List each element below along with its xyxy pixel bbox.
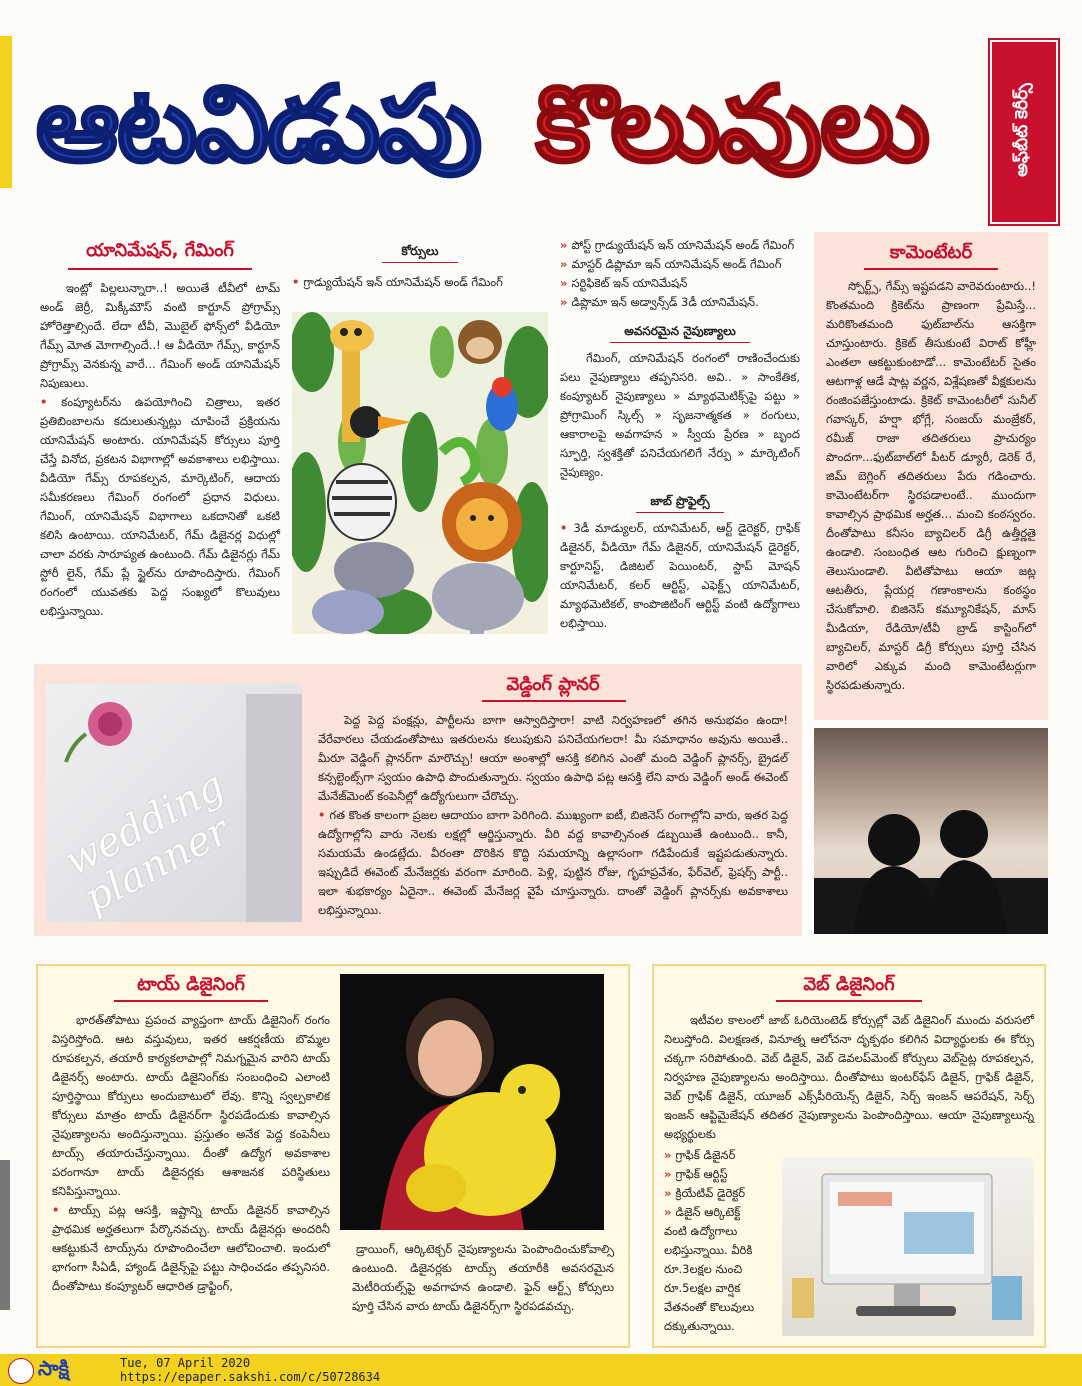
job-profiles-body: 3డీ మాడ్యులర్, యానిమేటర్, ఆర్ట్ డైరెక్టర్, గ్రాఫిక్ డిజైనర్, వీడియో గేమ్ డిజైనర్, యానిమేషన్ డైరెక్టర్, కార్టూనిస్ట్, డిజిటల్ పెయింటర్, స్టాప్ మోషన్ యానిమేటర్, కలర్ ఆర్టిస్ట్, ఎఫెక్ట్స్ యానిమేటర్, మ్యాథమెటికల్, కాంపొజిటింగ్ ఆర్టిస్ట్ వంటి ఉద్యోగాలు లభిస్తాయి. <box>560 521 800 630</box>
wedding-planner-photo <box>46 684 302 922</box>
title-part-2: కొలువులు <box>536 63 928 185</box>
web-closing: వంటి ఉద్యోగాలు లభిస్తున్నాయి. వీరికి రూ.3లక్షల నుంచి రూ.5లక్షల వార్షిక వేతనంతో కొలువులు దక్కుతున్నాయి. <box>664 1224 755 1333</box>
web-text-block <box>664 974 1034 1144</box>
offbeat-career-badge <box>990 40 1058 224</box>
animation-heading: యానిమేషన్, గేమింగ్ <box>86 240 234 261</box>
left-edge-strip <box>0 36 12 188</box>
wedding-heading: వెడ్డింగ్ ప్లానర్ <box>506 674 600 695</box>
courses-heading: కోర్సులు <box>401 244 439 258</box>
heading-underline <box>114 1000 268 1002</box>
toy-closing: డ్రాయింగ్, ఆర్కిటెక్చర్ నైపుణ్యాలను పెంపొందించుకోవాల్సి ఉంటుంది. డిజైనర్లకు టాయ్స్ తయారీకి అవసరమైన మెటీరియల్స్‌పై అవగాహన ఉండాలి. ఫైన్ ఆర్ట్స్ కోర్సులు పూర్తి చేసిన వారు టాయ్ డిజైనర్స్‌గా స్థిరపడవచ్చు. <box>352 1242 614 1313</box>
commentator-text: స్పోర్ట్స్, గేమ్స్ ఇష్టపడని వారెవరుంటారు..! కొంతమంది క్రికెట్‌ను ప్రాణంగా ప్రేమిస్తే... మరికొంతమంది ఫుట్‌బాల్‌ను ఆసక్తిగా చూస్తుంటారు. క్రికెట్ తీసుకుంటే విరాట్ కోహ్లీ ఎంతలా ఆకట్టుకుంటాడో... కామెంటేటర్ సైతం ఆటగాళ్ల ఆడే షాట్ల వర్ణన, విశ్లేషణతో వీక్షకులను రంజింపజేస్తుంటాడు. క్రికెట్ కామెంటరీలో సునీల్ గవాస్కర్, హర్షా భోగ్లే, సంజయ్ మంజ్రేకర్, రమీజ్ రాజా తదితరులు ప్రాచుర్యం పొందగా...ఫుట్‌బాల్‌లో పీటర్ డ్యూరీ, డెరెక్ రే, జిమ్ బెగ్లింగ్ తదితరులు పేరు గడించారు. కామెంటేటర్‌గా స్థిరపడాలంటే.. ముందుగా కావాల్సిన ప్రాథమిక అర్హత... మంచి కంఠస్వరం. దీంతోపాటు కనీసం బ్యాచిలర్ డిగ్రీ ఉత్తీర్ణతై ఉండాలి. సంబంధిత ఆట గురించి క్షుణ్నంగా తెలుసుండాలి. వీటితోపాటు ఆయా జట్ల ఆటతీరు, ప్లేయర్ల గణాంకాలను కంఠస్థం చేసుకోవాలి. బిజినెస్ కమ్యూనికేషన్, మాస్ మీడియా, రేడియో/టీవీ బ్రాడ్ కాస్టింగ్‌లో బ్యాచిలర్, మాస్టర్ డిగ్రీ కోర్సులు పూర్తి చేసిన వారిలో ఎక్కువ మంది కామెంటేటర్లుగా స్థిరపడుతున్నారు. <box>826 279 1036 692</box>
web-intro: ఇటీవల కాలంలో జాబ్ ఓరియెంటెడ్ కోర్సుల్లో వెబ్ డిజైనింగ్ ముందు వరుసలో నిలుస్తోంది. విలక్షణత, వినూత్న ఆలోచనా దృక్పథం కలిగిన విద్యార్థులకు ఈ కోర్సు చక్కగా సరిపోతుంది. వెబ్ డిజైన్, వెబ్ డెవలప్‌మెంట్ కోర్సులు వెబ్‌సైట్ల రూపకల్పన, నిర్వహణ నైపుణ్యాలను అందిస్తాయి. దీంతోపాటు ఇంటర్‌ఫేస్ డిజైన్, గ్రాఫిక్ డిజైన్, వెబ్ గ్రాఫిక్ డిజైన్, యూజర్ ఎక్స్‌పీరియెన్స్ డిజైన్, సెర్చ్ ఇంజన్ ఆపరేషన్, సెర్చ్ ఇంజన్ ఆప్టిమైజేషన్ తదితర నైపుణ్యాలను పెంపొందిస్తాయి. ఆయా నైపుణ్యాలున్న అభ్యర్థులకు <box>664 1013 1034 1141</box>
courses-section <box>292 244 548 292</box>
course-item-1: • గ్రాడ్యుయేషన్ ఇన్ యానిమేషన్ అండ్ గేమింగ్ <box>292 275 503 289</box>
web-jobs-block <box>664 1146 776 1336</box>
toy-text-block <box>52 974 330 1296</box>
skills-section <box>560 324 800 482</box>
job-profiles-section <box>560 494 800 633</box>
monitor-icon <box>782 1158 1034 1336</box>
animation-intro: ఇంట్లో పిల్లలున్నారా..! అయితే టీవీలో టామ్ అండ్ జెర్రీ, మిక్కీమౌస్ వంటి కార్టూన్ ప్రోగ్రామ్స్ హోరెత్తాల్సిందే. లేదా టీవీ, మొబైల్ ఫోన్స్‌లో వీడియో గేమ్స్ మోత మోగాల్సిందే..! ఆ వీడియో గేమ్స్, కార్టూన్ ప్రోగ్రామ్స్ వెనకున్న వారే... గేమింగ్ అండ్ యానిమేషన్ నిపుణులు. <box>40 281 280 390</box>
badge-text: అఫ్‌బీట్ కెరీర్స్ <box>1012 83 1032 177</box>
cartoon-animals-illustration <box>292 312 548 634</box>
web-job-item: » క్రియేటివ్ డైరెక్టర్ <box>664 1184 776 1203</box>
animation-section <box>40 240 280 621</box>
commentator-heading: కామెంటేటర్ <box>889 242 973 263</box>
skills-text: గేమింగ్, యానిమేషన్ రంగంలో రాణించేందుకు పలు నైపుణ్యాలు తప్పనిసరి. అవి.. » సాంకేతిక, కంప్యూటర్ నైపుణ్యాలు » మ్యాథమెటిక్స్‌పై పట్టు » ప్రోగ్రామింగ్ స్కిల్స్ » సృజనాత్మకత » రంగులు, ఆకారాలపై అవగాహన » స్వీయ ప్రేరణ » బృంద స్ఫూర్తి, స్వశక్తితో పనిచేయగలిగే నేర్పు » మార్కెటింగ్ నైపుణ్యం. <box>560 351 800 479</box>
jungle-animals-icon <box>292 312 548 634</box>
toy-body: • టాయ్స్ పట్ల ఆసక్తి, ఇష్టాన్ని టాయ్ డిజైనర్ కావాల్సిన ప్రాథమిక అర్హతలుగా పేర్కొనవచ్చు. టాయ్ డిజైనర్లు అందరినీ ఆకట్టుకునే టాయ్స్‌ను రూపొందించేలా ఆలోచించాలి. ఇందులో భాగంగా సీఏడీ, హ్యాండ్ డిజైన్స్‌పై పట్టు సాధించడం తప్పనిసరి. దీంతోపాటు కంప్యూటర్ ఆధారిత డ్రాఫ్టింగ్, <box>52 1203 330 1293</box>
toy-intro: భారత్‌తోపాటు ప్రపంచ వ్యాప్తంగా టాయ్ డిజైనింగ్ రంగం విస్తరిస్తోంది. ఆట వస్తువులు, ఇతర ఆకర్షణీయ బొమ్మల రూపకల్పన, తయారీ కార్యకలాపాల్లో నిమగ్నమైన వారిని టాయ్ డిజైనర్స్ అంటారు. టాయ్ డిజైనింగ్‌కు సంబంధించి ఎలాంటి పూర్తిస్థాయి కోర్సులు అందుబాటులో లేవు. కొన్ని స్వల్పకాలిక కోర్సులు మాత్రం టాయ్ డిజైనర్‌గా స్థిరపడేందుకు కావాల్సిన నైపుణ్యాలను అందిస్తున్నాయి. ప్రస్తుతం అనేక పెద్ద కంపెనీలు టాయ్స్ తయారుచేస్తున్నాయి. దీంతో ఉద్యోగ అవకాశాల పరంగానూ టాయ్ డిజైనర్లకు ఆశాజనక పరిస్థితులు కనిపిస్తున్నాయి. <box>52 1013 330 1198</box>
course-item: » మాస్టర్ డిప్లొమా ఇన్ యానిమేషన్ అండ్ గేమింగ్ <box>560 255 800 274</box>
toy-body-text: టాయ్స్ పట్ల ఆసక్తి, ఇష్టాన్ని టాయ్ డిజైనర్ కావాల్సిన ప్రాథమిక అర్హతలుగా పేర్కొనవచ్చు. టాయ్ డిజైనర్లు అందరినీ ఆకట్టుకునే టాయ్స్‌ను రూపొందించేలా ఆలోచించాలి. ఇందులో భాగంగా సీఏడీ, హ్యాండ్ డిజైన్స్‌పై పట్టు సాధించడం తప్పనిసరి. దీంతోపాటు కంప్యూటర్ ఆధారిత డ్రాఫ్టింగ్, <box>52 1203 330 1293</box>
web-job-list <box>664 1146 776 1222</box>
heading-underline <box>636 512 724 513</box>
web-heading: వెబ్ డిజైనింగ్ <box>803 974 895 995</box>
wedding-text-block <box>318 674 788 920</box>
web-job-item: » గ్రాఫిక్ ఆర్టిస్ట్ <box>664 1165 776 1184</box>
course-item: » సర్టిఫికెట్ ఇన్ యానిమేషన్ <box>560 274 800 293</box>
heading-underline <box>68 268 252 270</box>
toy-heading: టాయ్ డిజైనింగ్ <box>137 974 245 995</box>
toy-text-continued <box>352 1240 614 1316</box>
course-item: » పోస్ట్ గ్రాడ్యుయేషన్ ఇన్ యానిమేషన్ అండ్ గేమింగ్ <box>560 236 800 255</box>
course-list <box>560 236 800 312</box>
course-item-1-text: గ్రాడ్యుయేషన్ ఇన్ యానిమేషన్ అండ్ గేమింగ్ <box>303 275 503 289</box>
heading-underline <box>776 1000 922 1002</box>
animation-body <box>40 393 280 621</box>
skills-heading: అవసరమైన నైపుణ్యాలు <box>624 324 736 338</box>
web-design-workspace-photo <box>782 1158 1034 1336</box>
girl-with-teddy-photo <box>340 974 604 1230</box>
job-profiles-heading: జాబ్ ప్రొఫైల్స్ <box>650 494 710 508</box>
title-part-1: ఆటవిడుపు <box>36 63 480 185</box>
commentator-section <box>814 232 1048 720</box>
left-edge-strip-lower <box>0 1160 10 1310</box>
wedding-intro: పెద్ద పెద్ద పంక్షన్లు, పార్టీలను బాగా ఆస్వాదిస్తారా! వాటి నిర్వహణలో తగిన అనుభవం ఉందా! వేరేవారలు చేయడంతోపాటు ఇతరులను కలుపుకుని పనిచేయగలరా! మీ సమాధానం అవును అయితే.. మీరూ వెడ్డింగ్ ప్లానర్‌గా మారొచ్చు! ఆయా అంశాల్లో ఆసక్తి కలిగిన ఎంతో మంది వెడ్డింగ్ ప్లానర్స్, బ్రైడల్ కన్సల్టెంట్స్‌గా స్వయం ఉపాధి పొందుతున్నారు. స్వయం ఉపాధి పట్ల ఆసక్తి లేని వారు వెడ్డింగ్ అండ్ ఈవెంట్ మేనేజ్‌మెంట్ కంపెనీల్లో ఉద్యోగులుగా చేరొచ్చు. <box>318 713 788 803</box>
wedding-planner-card-text: wedding planner <box>57 762 237 922</box>
footer-date: Tue, 07 April 2020 <box>120 1356 251 1370</box>
heading-underline <box>610 342 750 343</box>
bullet-icon: • <box>40 395 62 409</box>
heading-underline <box>482 700 626 702</box>
logo-text: సాక్షి <box>38 1356 70 1380</box>
spectator-silhouettes-icon <box>814 728 1048 934</box>
stadium-spectators-photo <box>814 728 1048 934</box>
sakshi-logo <box>8 1356 116 1384</box>
course-item: » డిప్లొమా ఇన్ అడ్వాన్స్‌డ్ 3డీ యానిమేషన్. <box>560 293 800 312</box>
wedding-body-text: గత కొంత కాలంగా ప్రజల ఆదాయం బాగా పెరిగింది. ముఖ్యంగా ఐటీ, బిజినెస్ రంగాల్లోని వారు, ఇతర పెద్ద ఉద్యోగాల్లోని వారు నెలకు లక్షల్లో ఆర్జిస్తున్నారు. వీరి వద్ద కావాల్సినంత డబ్బయితే ఉంటుంది.. కానీ, సమయమే ఉండట్లేదు. వీరంతా దొరికిన కొద్ది సమయాన్ని ఉల్లాసంగా గడిపేందుకే ఇష్టపడుతున్నారు. ఇప్పుడిదే ఈవెంట్ మేనేజర్లకు వరంగా మారింది. పెళ్లి, పుట్టిన రోజు, గృహప్రవేశం, ఫేర్‌వెల్, ఫ్రెషర్స్ పార్టీ.. ఇలా శుభకార్యం ఏదైనా.. ఈవెంట్ మేనేజర్ల వైపే చూస్తున్నారు. దాంతో వెడ్డింగ్ ప్లానర్స్‌కు అవకాశాలు లభిస్తున్నాయి. <box>318 808 788 917</box>
animation-body-text: కంప్యూటర్‌ను ఉపయోగించి చిత్రాలు, ఇతర ప్రతిబింబాలను కదులుతున్నట్లు చూపించే ప్రక్రియను యానిమేషన్ అంటారు. యానిమేషన్ కోర్సులు పూర్తి చేస్తే వినోద, ప్రకటన విభాగాల్లో అవకాశాలు లభిస్తాయి. వీడియో గేమ్స్ రూపకల్పన, మార్కెటింగ్, ఆదాయ సమీకరణలు గేమింగ్ రంగంలో ప్రధాన విధులు. గేమింగ్, యానిమేషన్ విభాగాలు ఒకదానితో ఒకటి కలిసి ఉంటాయి. యానిమేటర్, గేమ్ డిజైనర్ల విధుల్లో చాలా వరకు సారూప్యత ఉంటుంది. గేమ్ డిజైనర్లు గేమ్ స్టోరీ లైన్, గేమ్ ప్లే స్టైల్‌ను రూపొందిస్తారు. గేమింగ్ రంగంలో యువతకు పెద్ద సంఖ్యలో కొలువులు లభిస్తున్నాయి. <box>40 395 281 618</box>
web-job-item: » డిజైన్ ఆర్కిటెక్ట్ <box>664 1203 776 1222</box>
heading-underline <box>864 268 998 270</box>
courses-continued <box>560 236 800 312</box>
wedding-body: • గత కొంత కాలంగా ప్రజల ఆదాయం బాగా పెరిగింది. ముఖ్యంగా ఐటీ, బిజినెస్ రంగాల్లోని వారు, ఇతర పెద్ద ఉద్యోగాల్లోని వారు నెలకు లక్షల్లో ఆర్జిస్తున్నారు. వీరి వద్ద కావాల్సినంత డబ్బయితే ఉంటుంది.. కానీ, సమయమే ఉండట్లేదు. వీరంతా దొరికిన కొద్ది సమయాన్ని ఉల్లాసంగా గడిపేందుకే ఇష్టపడుతున్నారు. ఇప్పుడిదే ఈవెంట్ మేనేజర్లకు వరంగా మారింది. పెళ్లి, పుట్టిన రోజు, గృహప్రవేశం, ఫేర్‌వెల్, ఫ్రెషర్స్ పార్టీ.. ఇలా శుభకార్యం ఏదైనా.. ఈవెంట్ మేనేజర్ల వైపే చూస్తున్నారు. దాంతో వెడ్డింగ్ ప్లానర్స్‌కు అవకాశాలు లభిస్తున్నాయి. <box>318 808 788 917</box>
web-job-item: » గ్రాఫిక్ డిజైనర్ <box>664 1146 776 1165</box>
masthead-title <box>36 50 976 198</box>
heading-underline <box>382 262 458 263</box>
footer-url[interactable]: https://epaper.sakshi.com/c/50728634 <box>120 1370 381 1384</box>
job-profiles-text: • 3డీ మాడ్యులర్, యానిమేటర్, ఆర్ట్ డైరెక్టర్, గ్రాఫిక్ డిజైనర్, వీడియో గేమ్ డిజైనర్, యానిమేషన్ డైరెక్టర్, కార్టూనిస్ట్, డిజిటల్ పెయింటర్, స్టాప్ మోషన్ యానిమేటర్, కలర్ ఆర్టిస్ట్, ఎఫెక్ట్స్ యానిమేటర్, మ్యాథమెటికల్, కాంపొజిటింగ్ ఆర్టిస్ట్ వంటి ఉద్యోగాలు లభిస్తాయి. <box>560 521 800 630</box>
logo-emblem-icon <box>8 1358 34 1384</box>
girl-teddy-icon <box>340 974 604 1230</box>
